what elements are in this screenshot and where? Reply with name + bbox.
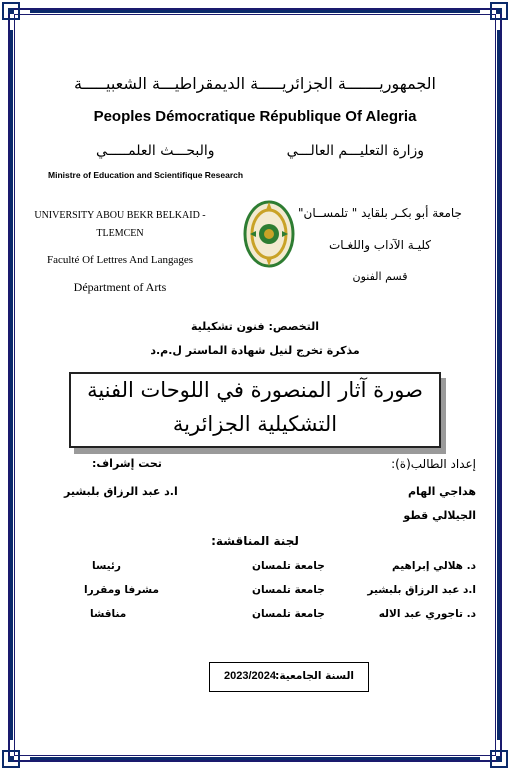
university-name-ar: جامعة أبو بكـر بلقايد " تلمســان" [298,206,462,220]
ministry-english: Ministre of Education and Scientifique Research [48,170,244,180]
border-band-bottom [30,757,480,760]
ministry-arabic-left: والبحـــث العلمـــــي [96,143,215,159]
corner-ornament-icon [2,2,20,20]
ministry-arabic-right: وزارة التعليـــم العالـــي [286,143,424,159]
student-name: هداجي الهام [408,485,476,498]
committee-member-role: مشرفا ومقررا [84,584,159,596]
committee-member-university: جامعة تلمسان [252,608,325,620]
border-band-left [10,30,13,740]
corner-ornament-icon [2,750,20,768]
thesis-title-line2: التشكيلية الجزائرية [172,412,338,436]
committee-member-role: رئيسا [92,560,121,572]
university-name-en: UNIVERSITY ABOU BEKR BELKAID - [34,210,206,221]
department-ar: قسم الفنون [352,270,408,283]
corner-ornament-icon [490,750,508,768]
student-name: الجيلالي قطو [403,509,476,522]
prepared-by-label: إعداد الطالب(ة): [391,457,476,471]
academic-year-label: السنة الجامعية: [275,670,354,682]
committee-member-name: د. تاجوري عبد الاله [378,608,476,620]
university-city-en: TLEMCEN [96,228,144,239]
committee-member-name: د. هلالي إبراهيم [392,560,476,572]
committee-label: لجنة المناقشة: [211,534,299,548]
thesis-title-box [69,372,441,448]
thesis-title-line1: صورة آثار المنصورة في اللوحات الفنية [87,378,423,402]
committee-member-university: جامعة تلمسان [252,584,325,596]
specialty: التخصص: فنون تشكيلية [190,320,320,333]
corner-ornament-icon [490,2,508,20]
border-band-top [30,10,480,13]
academic-year-box [209,662,369,692]
republic-arabic: الجمهوريـــــــة الجزائريـــــة الديمقراطيـــة الشعبيـــــة [73,74,436,93]
supervision-label: تحت إشراف: [92,457,162,470]
thesis-type: مذكرة تخرج لنيل شهادة الماستر ل.م.د [150,344,360,357]
faculty-ar: كليـة الآداب واللغـات [328,238,432,252]
department-en: Départment of Arts [73,280,167,294]
faculty-en: Faculté Of Lettres And Langages [46,254,193,266]
republic-french: Peoples Démocratique République Of Alegria [93,108,417,125]
committee-member-role: مناقشا [90,608,127,620]
border-band-right [497,30,500,740]
supervisor-name: ا.د عبد الرزاق بلبشير [64,485,178,498]
committee-member-name: ا.د عبد الرزاق بلبشير [367,584,476,596]
academic-year-value: 2023/2024 [224,670,276,682]
committee-member-university: جامعة تلمسان [252,560,325,572]
